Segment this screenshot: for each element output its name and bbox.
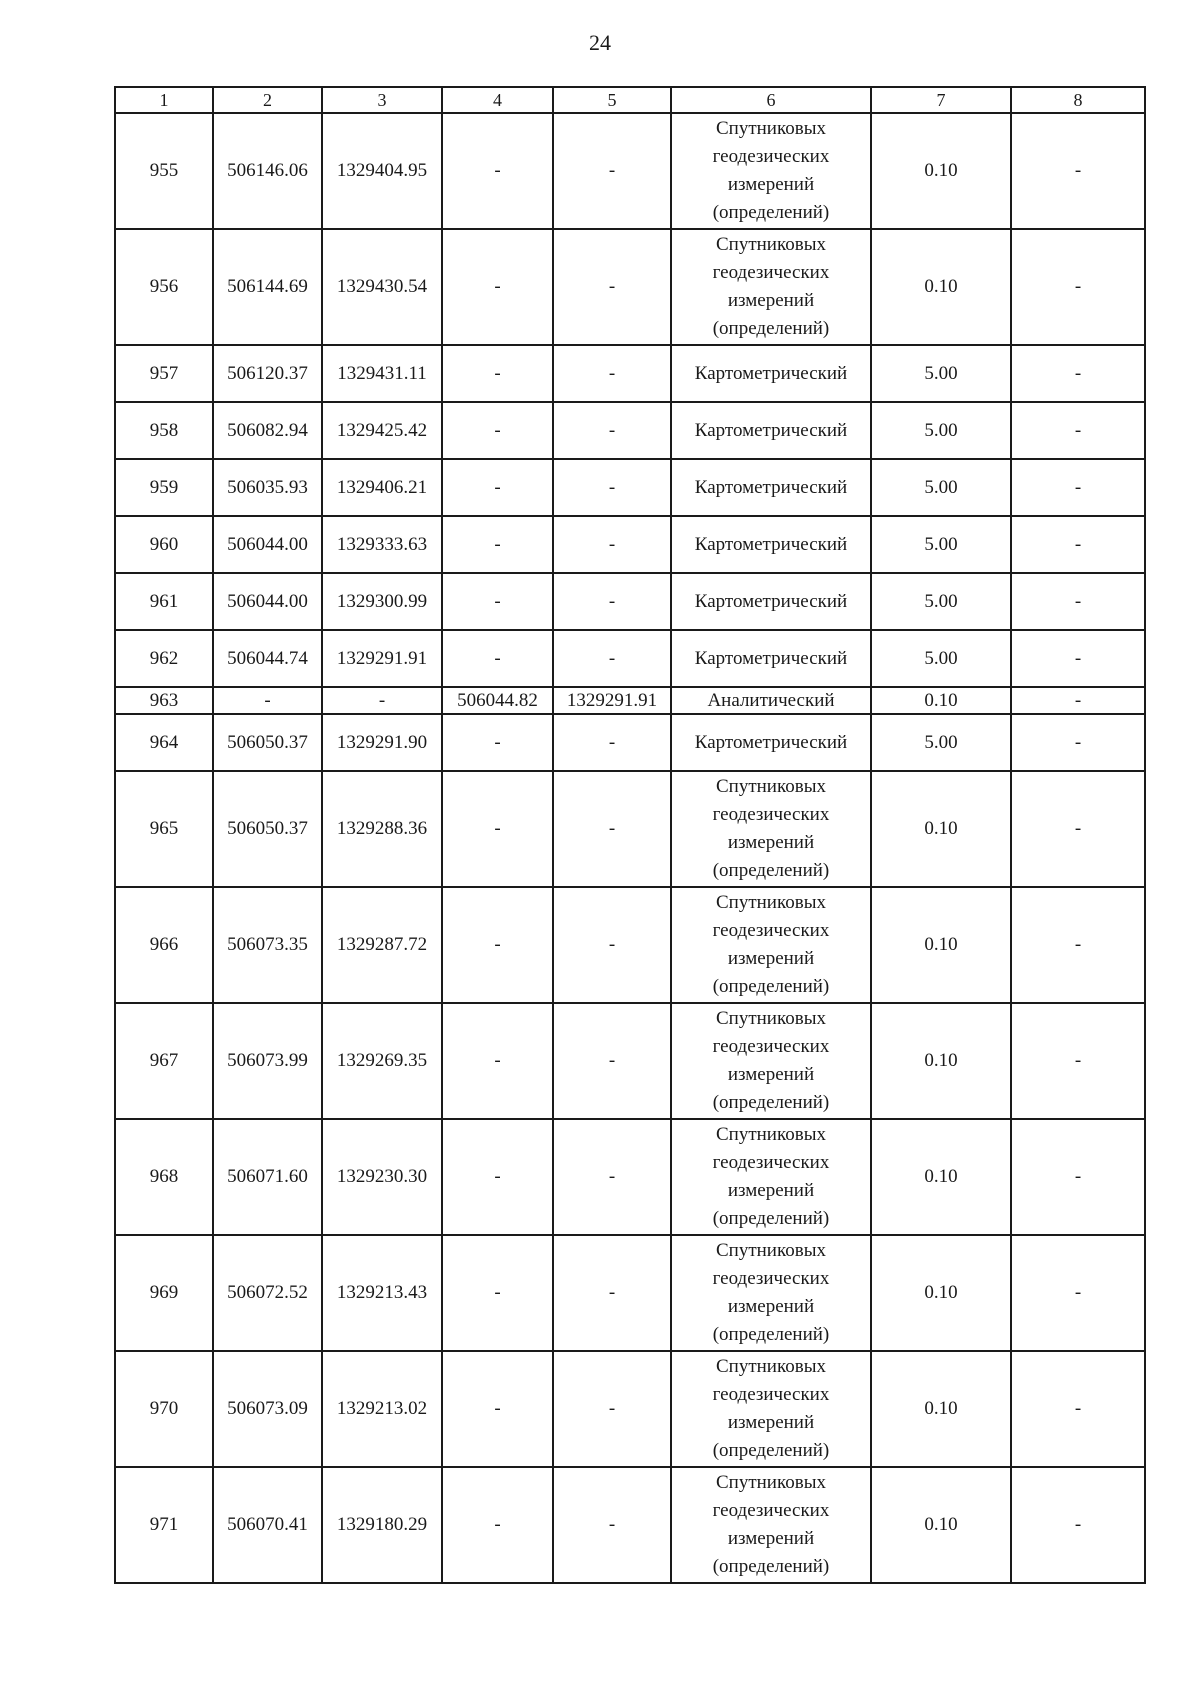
table-cell: 1329300.99 bbox=[322, 573, 442, 630]
table-cell: - bbox=[1011, 573, 1145, 630]
table-cell: - bbox=[553, 573, 671, 630]
table-row bbox=[115, 459, 1145, 516]
table-cell: 5.00 bbox=[871, 573, 1011, 630]
table-cell: Картометрический bbox=[671, 630, 871, 687]
table-cell: - bbox=[442, 516, 553, 573]
table-cell: 971 bbox=[115, 1467, 213, 1583]
table-cell: - bbox=[442, 1003, 553, 1119]
table-row bbox=[115, 402, 1145, 459]
table-cell: 958 bbox=[115, 402, 213, 459]
table-row bbox=[115, 345, 1145, 402]
table-cell: - bbox=[553, 1351, 671, 1467]
table-cell: - bbox=[1011, 1351, 1145, 1467]
table-cell: Спутниковых геодезических измерений (определений) bbox=[671, 1235, 871, 1351]
table-cell: 1329180.29 bbox=[322, 1467, 442, 1583]
table-row bbox=[115, 630, 1145, 687]
column-header: 5 bbox=[553, 87, 671, 113]
table-cell: - bbox=[553, 1235, 671, 1351]
table-cell: 5.00 bbox=[871, 402, 1011, 459]
table-cell: 963 bbox=[115, 687, 213, 714]
table-row bbox=[115, 516, 1145, 573]
table-cell: Спутниковых геодезических измерений (определений) bbox=[671, 1351, 871, 1467]
table-cell: - bbox=[1011, 345, 1145, 402]
table-cell: 0.10 bbox=[871, 1467, 1011, 1583]
table-cell: - bbox=[1011, 1003, 1145, 1119]
table-cell: - bbox=[442, 1351, 553, 1467]
table-cell: 1329288.36 bbox=[322, 771, 442, 887]
table-cell: 5.00 bbox=[871, 459, 1011, 516]
table-cell: - bbox=[442, 1119, 553, 1235]
column-header: 7 bbox=[871, 87, 1011, 113]
table-cell: 0.10 bbox=[871, 1351, 1011, 1467]
table-cell: 968 bbox=[115, 1119, 213, 1235]
table-cell: 506072.52 bbox=[213, 1235, 322, 1351]
table-cell: Картометрический bbox=[671, 402, 871, 459]
table-cell: - bbox=[442, 573, 553, 630]
table-cell: 960 bbox=[115, 516, 213, 573]
table-row bbox=[115, 1119, 1145, 1235]
table-cell: 964 bbox=[115, 714, 213, 771]
table-row bbox=[115, 714, 1145, 771]
table-cell: 0.10 bbox=[871, 229, 1011, 345]
table-cell: 1329430.54 bbox=[322, 229, 442, 345]
table-cell: - bbox=[1011, 1235, 1145, 1351]
table-cell: 506073.99 bbox=[213, 1003, 322, 1119]
table-cell: Спутниковых геодезических измерений (определений) bbox=[671, 1467, 871, 1583]
table-cell: 1329230.30 bbox=[322, 1119, 442, 1235]
column-header: 2 bbox=[213, 87, 322, 113]
table-cell: 965 bbox=[115, 771, 213, 887]
header-row bbox=[115, 87, 1145, 113]
table-cell: 0.10 bbox=[871, 771, 1011, 887]
table-cell: 0.10 bbox=[871, 687, 1011, 714]
table-cell: 0.10 bbox=[871, 887, 1011, 1003]
table-cell: Картометрический bbox=[671, 714, 871, 771]
table-cell: - bbox=[1011, 459, 1145, 516]
table-cell: Спутниковых геодезических измерений (определений) bbox=[671, 1119, 871, 1235]
table-cell: - bbox=[1011, 229, 1145, 345]
table-cell: - bbox=[1011, 687, 1145, 714]
table-cell: - bbox=[1011, 402, 1145, 459]
table-cell: - bbox=[442, 113, 553, 229]
table-cell: - bbox=[322, 687, 442, 714]
table-cell: 506044.82 bbox=[442, 687, 553, 714]
table-cell: - bbox=[1011, 630, 1145, 687]
coordinates-table bbox=[114, 86, 1146, 1584]
table-cell: 506082.94 bbox=[213, 402, 322, 459]
table-cell: Картометрический bbox=[671, 459, 871, 516]
table-cell: 506044.00 bbox=[213, 573, 322, 630]
table-cell: 506073.09 bbox=[213, 1351, 322, 1467]
table-cell: - bbox=[442, 887, 553, 1003]
table-cell: - bbox=[553, 345, 671, 402]
table-cell: 1329269.35 bbox=[322, 1003, 442, 1119]
column-header: 4 bbox=[442, 87, 553, 113]
table-cell: 506144.69 bbox=[213, 229, 322, 345]
table-cell: 0.10 bbox=[871, 1235, 1011, 1351]
table-cell: Спутниковых геодезических измерений (определений) bbox=[671, 887, 871, 1003]
table-cell: - bbox=[1011, 887, 1145, 1003]
table-cell: 1329291.90 bbox=[322, 714, 442, 771]
table-row bbox=[115, 1235, 1145, 1351]
table-cell: - bbox=[1011, 113, 1145, 229]
table-cell: 5.00 bbox=[871, 714, 1011, 771]
table-row bbox=[115, 1351, 1145, 1467]
table-cell: 5.00 bbox=[871, 630, 1011, 687]
table-cell: 506050.37 bbox=[213, 771, 322, 887]
table-cell: - bbox=[442, 1467, 553, 1583]
table-cell: - bbox=[553, 1119, 671, 1235]
table-cell: 961 bbox=[115, 573, 213, 630]
table-cell: Картометрический bbox=[671, 345, 871, 402]
table-cell: 969 bbox=[115, 1235, 213, 1351]
table-cell: - bbox=[442, 229, 553, 345]
table-row bbox=[115, 771, 1145, 887]
table-cell: Картометрический bbox=[671, 516, 871, 573]
table-cell: 1329291.91 bbox=[322, 630, 442, 687]
table-cell: Спутниковых геодезических измерений (определений) bbox=[671, 229, 871, 345]
table-cell: 506071.60 bbox=[213, 1119, 322, 1235]
table-cell: 506070.41 bbox=[213, 1467, 322, 1583]
column-header: 8 bbox=[1011, 87, 1145, 113]
table-cell: - bbox=[442, 459, 553, 516]
table-cell: - bbox=[442, 630, 553, 687]
table-cell: - bbox=[553, 402, 671, 459]
table-cell: 1329213.43 bbox=[322, 1235, 442, 1351]
table-cell: 955 bbox=[115, 113, 213, 229]
page-number: 24 bbox=[589, 30, 611, 55]
table-cell: - bbox=[553, 113, 671, 229]
column-header: 6 bbox=[671, 87, 871, 113]
table-cell: 506120.37 bbox=[213, 345, 322, 402]
table-cell: 1329333.63 bbox=[322, 516, 442, 573]
table-cell: Картометрический bbox=[671, 573, 871, 630]
table-cell: - bbox=[1011, 714, 1145, 771]
table-cell: - bbox=[553, 771, 671, 887]
table-cell: - bbox=[553, 229, 671, 345]
table-cell: 0.10 bbox=[871, 1119, 1011, 1235]
table-cell: 506035.93 bbox=[213, 459, 322, 516]
table-cell: 506073.35 bbox=[213, 887, 322, 1003]
table-cell: - bbox=[442, 771, 553, 887]
table-cell: 957 bbox=[115, 345, 213, 402]
table-cell: 1329431.11 bbox=[322, 345, 442, 402]
table-cell: - bbox=[1011, 771, 1145, 887]
table-cell: - bbox=[442, 402, 553, 459]
table-row bbox=[115, 113, 1145, 229]
table-cell: - bbox=[553, 1003, 671, 1119]
table-cell: 506146.06 bbox=[213, 113, 322, 229]
table-cell: 1329425.42 bbox=[322, 402, 442, 459]
table-cell: 1329213.02 bbox=[322, 1351, 442, 1467]
table-cell: Аналитический bbox=[671, 687, 871, 714]
table-cell: 959 bbox=[115, 459, 213, 516]
table-cell: 1329287.72 bbox=[322, 887, 442, 1003]
table-cell: 506050.37 bbox=[213, 714, 322, 771]
table-cell: 506044.74 bbox=[213, 630, 322, 687]
column-header: 3 bbox=[322, 87, 442, 113]
table-cell: Спутниковых геодезических измерений (определений) bbox=[671, 113, 871, 229]
table-cell: - bbox=[553, 459, 671, 516]
table-cell: 0.10 bbox=[871, 113, 1011, 229]
table-row bbox=[115, 887, 1145, 1003]
table-row bbox=[115, 687, 1145, 714]
table-cell: - bbox=[213, 687, 322, 714]
table-cell: 5.00 bbox=[871, 516, 1011, 573]
table-cell: - bbox=[442, 714, 553, 771]
table-cell: - bbox=[1011, 516, 1145, 573]
table-row bbox=[115, 229, 1145, 345]
table-cell: 966 bbox=[115, 887, 213, 1003]
table-cell: 506044.00 bbox=[213, 516, 322, 573]
table-cell: Спутниковых геодезических измерений (определений) bbox=[671, 771, 871, 887]
table-cell: 1329404.95 bbox=[322, 113, 442, 229]
table-cell: 970 bbox=[115, 1351, 213, 1467]
table-cell: Спутниковых геодезических измерений (определений) bbox=[671, 1003, 871, 1119]
table-row bbox=[115, 1467, 1145, 1583]
table-cell: 5.00 bbox=[871, 345, 1011, 402]
table-cell: - bbox=[553, 1467, 671, 1583]
table-cell: 962 bbox=[115, 630, 213, 687]
table-cell: - bbox=[1011, 1119, 1145, 1235]
table-cell: - bbox=[1011, 1467, 1145, 1583]
table-cell: - bbox=[553, 714, 671, 771]
table-row bbox=[115, 1003, 1145, 1119]
table-cell: 1329291.91 bbox=[553, 687, 671, 714]
table-cell: - bbox=[553, 630, 671, 687]
table-cell: 1329406.21 bbox=[322, 459, 442, 516]
table-cell: 0.10 bbox=[871, 1003, 1011, 1119]
column-header: 1 bbox=[115, 87, 213, 113]
table-cell: 967 bbox=[115, 1003, 213, 1119]
table-cell: - bbox=[442, 345, 553, 402]
table-cell: - bbox=[442, 1235, 553, 1351]
table-cell: - bbox=[553, 887, 671, 1003]
table-cell: - bbox=[553, 516, 671, 573]
table-cell: 956 bbox=[115, 229, 213, 345]
table-row bbox=[115, 573, 1145, 630]
